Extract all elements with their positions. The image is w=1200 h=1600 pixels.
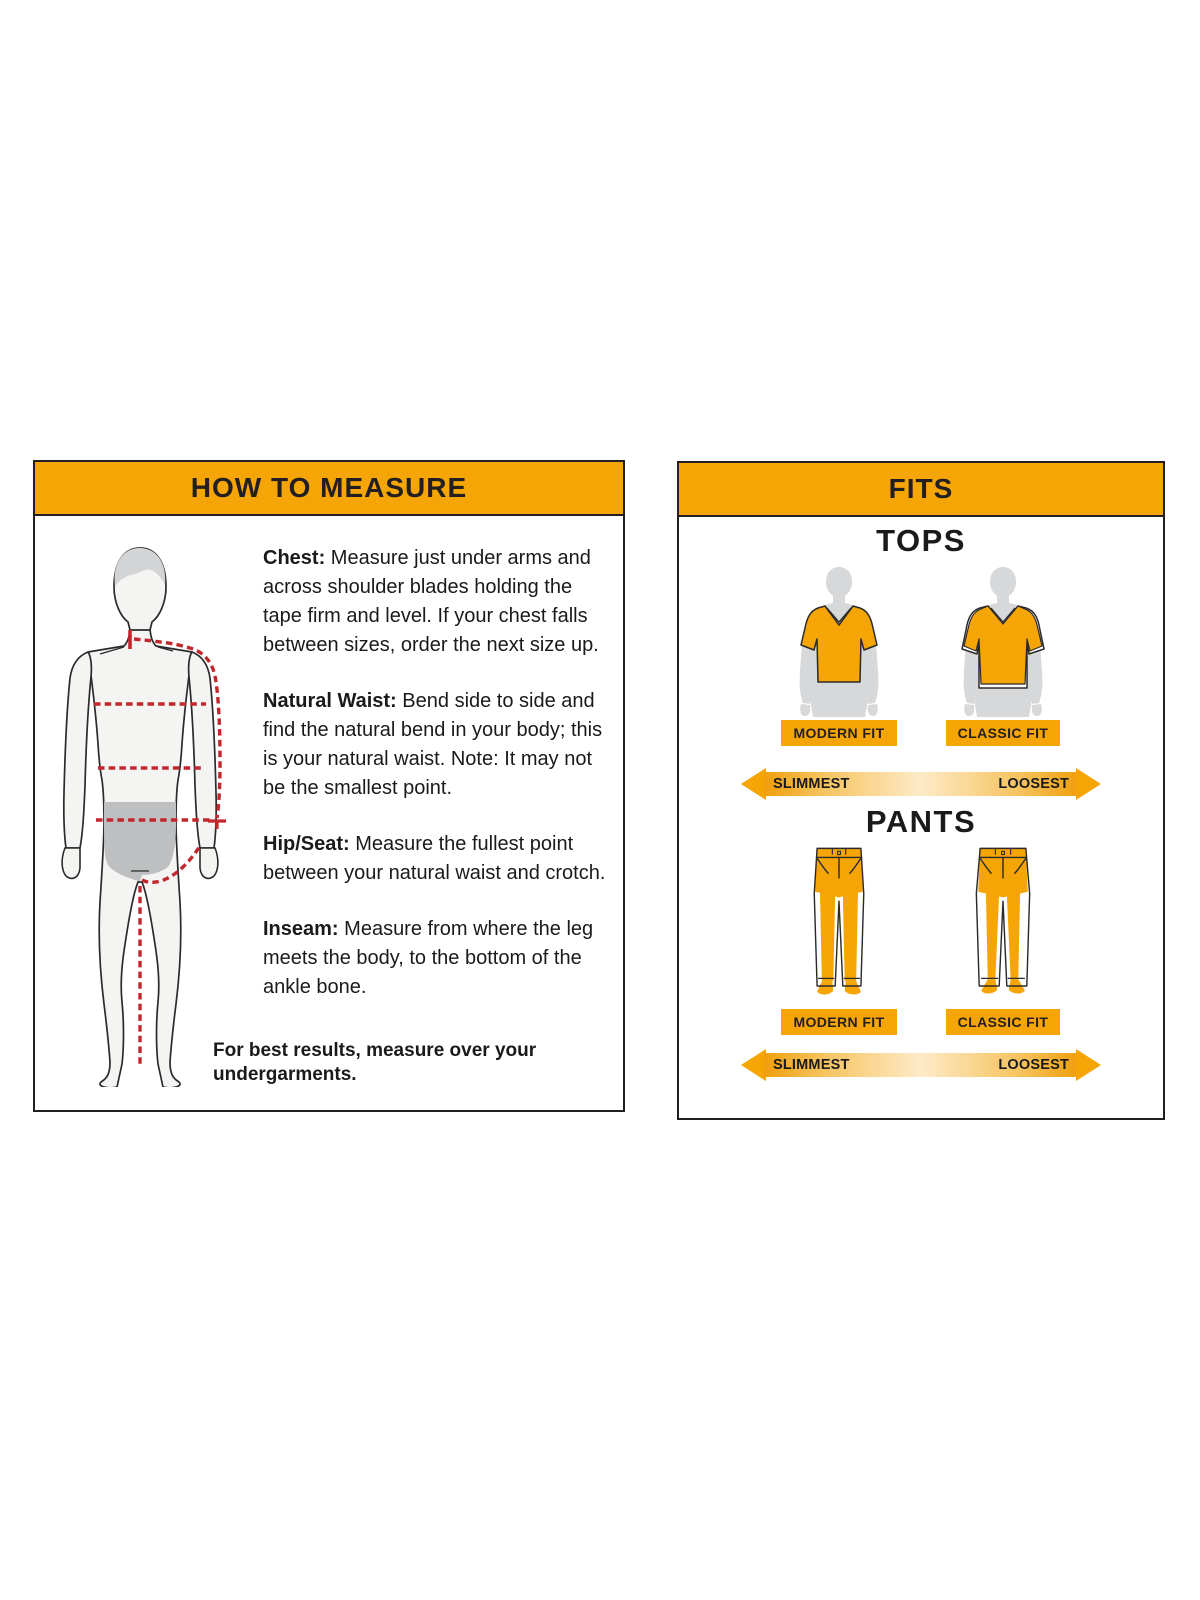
- measure-item-natural-waist-label: Natural Waist:: [263, 690, 397, 712]
- measure-item-hip-seat-text: Measure the fullest point between your natural waist and crotch.: [263, 833, 606, 884]
- tops-modern-fit-column: [769, 565, 909, 746]
- tops-classic-fit-badge: CLASSIC FIT: [946, 720, 1061, 746]
- tops-fit-scale-shaft: [764, 772, 1078, 796]
- tops-heading: TOPS: [876, 523, 966, 558]
- arrow-left-head-icon: [741, 1049, 766, 1081]
- how-to-measure-panel: [33, 460, 625, 1112]
- pants-modern-fit-column: [769, 846, 909, 1035]
- measure-item-chest: [263, 544, 611, 660]
- how-to-measure-body: [35, 516, 623, 1109]
- pants-scale-slimmest-label: SLIMMEST: [773, 1057, 850, 1073]
- arrow-right-head-icon: [1076, 768, 1101, 800]
- pants-fit-scale-shaft: [764, 1053, 1078, 1077]
- measure-item-chest-label: Chest:: [263, 547, 326, 569]
- measurement-body-figure-illustration: [51, 542, 247, 1087]
- arrow-right-head-icon: [1076, 1049, 1101, 1081]
- pants-fit-scale-arrow: [741, 1049, 1101, 1081]
- tops-scale-slimmest-label: SLIMMEST: [773, 776, 850, 792]
- modern-fit-pants-illustration: [807, 846, 871, 1006]
- measure-instructions: [263, 544, 611, 1029]
- tops-fit-scale-arrow: [741, 768, 1101, 800]
- pants-row: [769, 846, 1073, 1035]
- modern-fit-top-illustration: [779, 565, 899, 717]
- how-to-measure-header: [35, 462, 623, 516]
- tops-classic-fit-column: [933, 565, 1073, 746]
- classic-fit-top-illustration: [943, 565, 1063, 717]
- measure-item-chest-text: Measure just under arms and across shoulder blades holding the tape firm and level. If your chest falls between sizes, order the next size up.: [263, 547, 599, 656]
- tops-row: [769, 565, 1073, 746]
- measure-footnote: For best results, measure over your undergarments.: [213, 1040, 537, 1085]
- arrow-left-head-icon: [741, 768, 766, 800]
- how-to-measure-title: HOW TO MEASURE: [190, 472, 468, 503]
- tops-modern-fit-badge: MODERN FIT: [781, 720, 896, 746]
- tops-scale-loosest-label: LOOSEST: [998, 776, 1069, 792]
- measure-item-inseam-label: Inseam:: [263, 918, 339, 940]
- fits-body: [679, 517, 1163, 1081]
- measure-item-natural-waist-text: Bend side to side and find the natural bend in your body; this is your natural waist. Note: It may not be the smallest point.: [263, 690, 603, 799]
- fits-title: FITS: [888, 473, 954, 504]
- pants-heading: PANTS: [865, 804, 977, 839]
- measure-item-natural-waist: [263, 687, 611, 803]
- measure-item-hip-seat-label: Hip/Seat:: [263, 833, 350, 855]
- measure-item-hip-seat: [263, 830, 611, 888]
- classic-fit-pants-illustration: [971, 846, 1035, 1006]
- fits-panel: [677, 461, 1165, 1120]
- pants-modern-fit-badge: MODERN FIT: [781, 1009, 896, 1035]
- pants-classic-fit-badge: CLASSIC FIT: [946, 1009, 1061, 1035]
- pants-classic-fit-column: [933, 846, 1073, 1035]
- measure-item-inseam: [263, 915, 611, 1002]
- fits-header: [679, 463, 1163, 517]
- pants-scale-loosest-label: LOOSEST: [998, 1057, 1069, 1073]
- measure-item-inseam-text: Measure from where the leg meets the body, to the bottom of the ankle bone.: [263, 918, 594, 998]
